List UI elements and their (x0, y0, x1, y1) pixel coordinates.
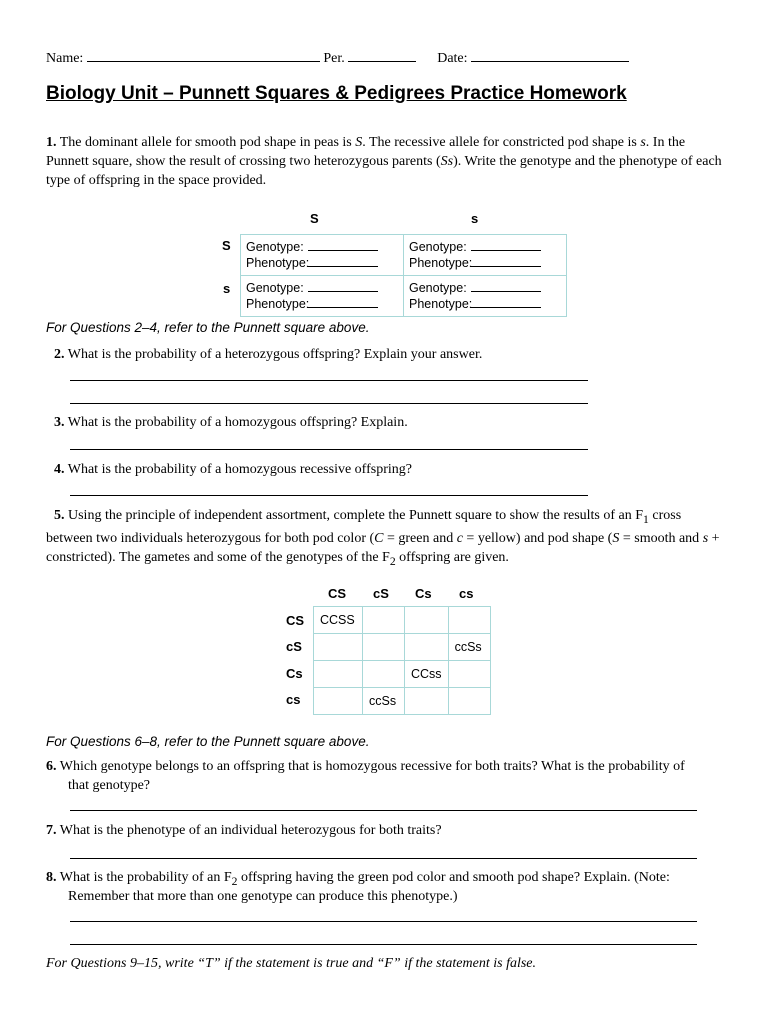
q5-text-d: = yellow) and pod shape ( (462, 530, 613, 546)
answer-line[interactable] (70, 449, 588, 450)
q5-allele-c: c (456, 530, 463, 546)
phenotype-blank[interactable] (471, 255, 541, 267)
period-blank[interactable] (348, 48, 416, 62)
q8-subscript: 2 (231, 874, 238, 888)
answer-line[interactable] (70, 944, 697, 945)
q5-text-b: cross between two individuals heterozygous for both pod color ( (46, 508, 682, 546)
phenotype-blank[interactable] (308, 255, 378, 267)
name-label: Name: (46, 51, 84, 66)
p2-cell[interactable] (314, 661, 363, 688)
p2-col-header-2: cS (373, 586, 389, 601)
q1-text-d: ). Write the genotype and the phenotype of each type of offspring in the space provided. (46, 154, 722, 188)
p2-row-header-2: cS (286, 639, 302, 654)
page-title: Biology Unit – Punnett Squares & Pedigrees Practice Homework (46, 83, 627, 104)
date-label: Date: (437, 51, 468, 66)
p1-cell[interactable] (241, 276, 404, 317)
p1-col-header-2: s (471, 211, 479, 226)
question-1 (46, 133, 724, 190)
question-8-continued (68, 887, 458, 906)
punnett-square-2 (313, 606, 491, 715)
p2-cell[interactable]: ccSs (363, 688, 405, 715)
p2-cell[interactable] (448, 688, 490, 715)
genotype-label: Genotype: (246, 240, 304, 254)
phenotype-label: Phenotype: (409, 297, 473, 311)
answer-line[interactable] (70, 403, 588, 404)
question-7-number: 7. (46, 823, 57, 838)
p2-cell[interactable] (363, 607, 405, 634)
p2-row (314, 607, 491, 634)
p2-cell[interactable] (405, 688, 449, 715)
answer-line[interactable] (70, 810, 697, 811)
phenotype-label: Phenotype: (409, 256, 473, 270)
question-4-number: 4. (54, 462, 65, 477)
q5-text-f: + constricted). The gametes and some of the genotypes of the F (46, 530, 720, 565)
answer-line[interactable] (70, 921, 697, 922)
q5-allele-S: S (612, 530, 620, 546)
q5-subscript-1: 1 (643, 512, 649, 526)
p1-row-header-2: s (223, 281, 231, 296)
p1-cell[interactable] (404, 276, 567, 317)
phenotype-blank[interactable] (308, 296, 378, 308)
phenotype-label: Phenotype: (246, 297, 310, 311)
p2-cell[interactable] (363, 661, 405, 688)
p2-col-header-4: cs (459, 586, 474, 601)
answer-line[interactable] (70, 495, 588, 496)
note-questions-9-15: For Questions 9–15, write “T” if the statement is true and “F” if the statement is false. (46, 956, 537, 971)
question-7 (46, 821, 442, 840)
genotype-blank[interactable] (308, 280, 378, 292)
question-3-number: 3. (54, 415, 65, 430)
p1-cell[interactable] (404, 235, 567, 276)
question-1-number: 1. (46, 135, 57, 150)
q5-text-a: Using the principle of independent assortment, complete the Punnett square to show the results of an F (68, 508, 644, 523)
p2-cell[interactable]: CCSS (314, 607, 363, 634)
q5-allele-C: C (374, 530, 384, 546)
genotype-label: Genotype: (409, 240, 467, 254)
q1-text-b: . The recessive allele for constricted pod shape is (362, 135, 637, 150)
question-5-number: 5. (54, 508, 65, 523)
p2-row-header-4: cs (286, 692, 301, 707)
p2-row-header-1: CS (286, 613, 305, 628)
question-2 (54, 345, 482, 364)
q5-text-g: offspring are given. (395, 549, 509, 565)
genotype-blank[interactable] (308, 239, 378, 251)
question-5 (46, 506, 724, 571)
phenotype-blank[interactable] (471, 296, 541, 308)
p1-col-header-1: S (310, 211, 319, 226)
p2-cell[interactable] (448, 607, 490, 634)
date-blank[interactable] (471, 48, 629, 62)
p2-cell[interactable] (448, 661, 490, 688)
q5-subscript-2: 2 (389, 554, 396, 568)
question-6 (46, 757, 726, 776)
q1-allele-recessive: s (640, 135, 646, 150)
question-6-continued (68, 776, 150, 795)
p2-row (314, 634, 491, 661)
question-3 (54, 413, 408, 432)
p2-cell[interactable]: ccSs (448, 634, 490, 661)
p2-cell[interactable] (363, 634, 405, 661)
q1-allele-dominant: S (355, 135, 363, 150)
p2-row-header-3: Cs (286, 666, 303, 681)
genotype-blank[interactable] (471, 239, 541, 251)
question-4-text: What is the probability of a homozygous recessive offspring? (67, 462, 412, 477)
question-8-line-2: Remember that more than one genotype can produce this phenotype.) (68, 889, 458, 904)
question-3-text: What is the probability of a homozygous offspring? Explain. (67, 415, 408, 430)
q1-parent-genotype: Ss (440, 154, 454, 169)
p2-cell[interactable] (405, 634, 449, 661)
q5-text-c: = green and (383, 530, 457, 546)
p1-cell[interactable] (241, 235, 404, 276)
header-row (46, 48, 629, 67)
p2-row (314, 688, 491, 715)
p2-col-header-1: CS (328, 586, 347, 601)
p1-row-header-1: S (222, 238, 231, 253)
q1-text-c: . In the Punnett square, show the result of crossing two heterozygous parents ( (46, 135, 686, 169)
question-6-line-1: Which genotype belongs to an offspring that is homozygous recessive for both traits? What is the probability of (59, 759, 685, 774)
q8-text-b: offspring having the green pod color and smooth pod shape? Explain. (Note: (237, 870, 670, 885)
p2-col-header-3: Cs (415, 586, 432, 601)
question-4 (54, 460, 412, 479)
genotype-label: Genotype: (409, 281, 467, 295)
question-2-number: 2. (54, 347, 65, 362)
question-6-number: 6. (46, 759, 57, 774)
per-label: Per. (323, 51, 345, 66)
question-8-number: 8. (46, 870, 57, 885)
question-6-line-2: that genotype? (68, 778, 151, 793)
phenotype-label: Phenotype: (246, 256, 310, 270)
question-7-text: What is the phenotype of an individual heterozygous for both traits? (59, 823, 442, 838)
note-questions-2-4: For Questions 2–4, refer to the Punnett square above. (46, 320, 370, 335)
genotype-blank[interactable] (471, 280, 541, 292)
q8-text-a: What is the probability of an F (59, 870, 232, 885)
p2-cell[interactable] (314, 688, 363, 715)
p2-cell[interactable] (314, 634, 363, 661)
question-2-text: What is the probability of a heterozygous offspring? Explain your answer. (67, 347, 483, 362)
p2-cell[interactable] (405, 607, 449, 634)
genotype-label: Genotype: (246, 281, 304, 295)
q5-allele-s: s (702, 530, 709, 546)
note-questions-6-8: For Questions 6–8, refer to the Punnett square above. (46, 734, 370, 749)
q1-text-a: The dominant allele for smooth pod shape in peas is (59, 135, 352, 150)
name-blank[interactable] (87, 48, 320, 62)
q5-text-e: = smooth and (619, 530, 703, 546)
p2-cell[interactable]: CCss (405, 661, 449, 688)
answer-line[interactable] (70, 380, 588, 381)
p2-row (314, 661, 491, 688)
punnett-square-1 (240, 234, 567, 317)
answer-line[interactable] (70, 858, 697, 859)
